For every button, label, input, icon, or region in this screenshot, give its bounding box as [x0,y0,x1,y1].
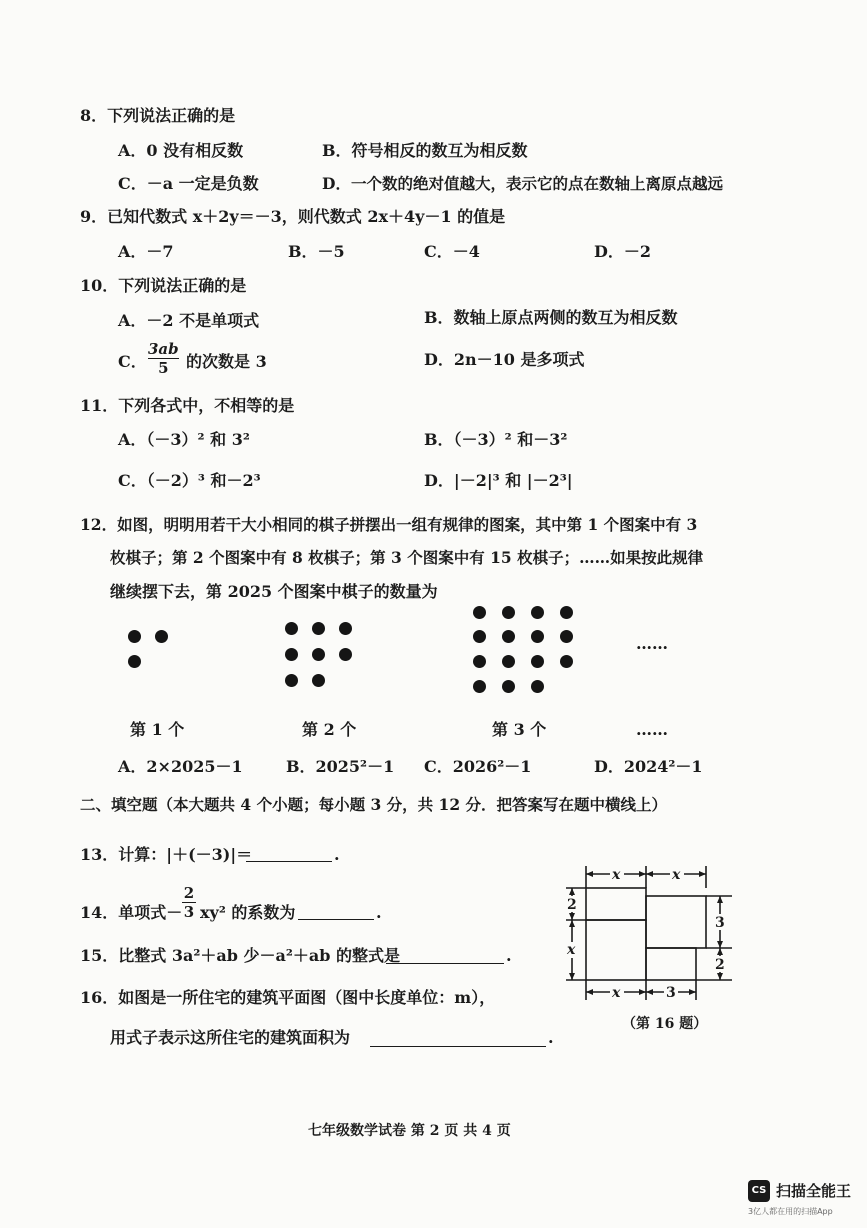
q12-option-d: D．2024²－1 [594,757,703,776]
chess-piece [312,648,325,661]
q12-pattern-ellipsis: …… [636,634,668,653]
q10-stem: 10．下列说法正确的是 [80,276,247,295]
q16-line1: 16．如图是一所住宅的建筑平面图（图中长度单位：m）， [80,988,496,1007]
chess-piece [531,630,544,643]
dim-bottom-left: x [612,985,621,1001]
dim-right-bottom: 2 [715,957,725,973]
q16-line2: 用式子表示这所住宅的建筑面积为 [110,1028,351,1047]
chess-piece [285,622,298,635]
q16-end: . [548,1028,554,1047]
q12-line3: 继续摆下去，第 2025 个图案中棋子的数量为 [110,582,438,601]
chess-piece [560,655,573,668]
q15-end: . [506,946,512,965]
q12-option-a: A．2×2025－1 [118,757,243,776]
q11-option-b: B．（－3）² 和－3² [424,430,568,449]
dim-right-top: 3 [715,915,725,931]
q8-stem: 8．下列说法正确的是 [80,106,236,125]
q16-floor-plan-figure [560,860,750,1010]
q14-answer-blank [298,918,374,920]
chess-piece [155,630,168,643]
q14-end: . [376,903,382,922]
q10-option-b: B．数轴上原点两侧的数互为相反数 [424,308,678,327]
q9-option-d: D．－2 [594,242,652,261]
dim-top-right: x [672,867,681,883]
dim-left-bottom: x [567,942,576,958]
q12-figure-label-3: 第 3 个 [492,720,547,739]
q12-figure-label-1: 第 1 个 [130,720,185,739]
q10-option-c-suffix: 的次数是 3 [186,352,267,371]
chess-piece [312,674,325,687]
chess-piece [312,622,325,635]
q12-line1: 12．如图，明明用若干大小相同的棋子拼摆出一组有规律的图案，其中第 1 个图案中有 3 [80,515,698,534]
q9-option-a: A．－7 [118,242,174,261]
camscanner-logo-icon: CS [748,1180,770,1202]
chess-piece [339,622,352,635]
chess-piece [128,630,141,643]
q11-stem: 11．下列各式中，不相等的是 [80,396,295,415]
q11-option-d: D．|－2|³ 和 |－2³| [424,471,573,490]
dim-left-top: 2 [567,897,577,913]
q11-option-c: C．（－2）³ 和－2³ [118,471,261,490]
chess-piece [502,680,515,693]
q12-option-b: B．2025²－1 [286,757,395,776]
q14-suffix: xy² 的系数为 [200,903,296,922]
chess-piece [560,606,573,619]
watermark-subtitle: 3亿人都在用的扫描App [748,1207,833,1216]
q14-prefix: 14．单项式－ [80,903,183,922]
q15-answer-blank [386,962,504,964]
q10-option-c-fraction [148,340,179,377]
q10-option-c-prefix: C． [118,352,147,371]
chess-piece [339,648,352,661]
chess-piece [531,655,544,668]
chess-piece [531,680,544,693]
q13-end: . [334,845,340,864]
q8-option-c: C．－a 一定是负数 [118,174,259,193]
dim-bottom-right: 3 [666,985,676,1001]
section-2-title: 二、填空题（本大题共 4 个小题；每小题 3 分，共 12 分．把答案写在题中横线上） [80,795,668,814]
dim-top-left: x [612,867,621,883]
q14-fraction [182,884,196,921]
q12-figure-label-2: 第 2 个 [302,720,357,739]
chess-piece [502,630,515,643]
q15-text: 15．比整式 3a²＋ab 少－a²＋ab 的整式是 [80,946,400,965]
q8-option-a: A．0 没有相反数 [118,141,244,160]
page-footer: 七年级数学试卷 第 2 页 共 4 页 [308,1123,511,1139]
chess-piece [502,655,515,668]
chess-piece [531,606,544,619]
q13-answer-blank [246,860,332,862]
q16-answer-blank [370,1045,546,1047]
q8-option-d: D．一个数的绝对值越大，表示它的点在数轴上离原点越远 [322,174,723,193]
q8-option-b: B．符号相反的数互为相反数 [322,141,528,160]
fraction-denominator: 5 [158,359,169,377]
chess-piece [285,648,298,661]
q10-option-a: A．－2 不是单项式 [118,311,260,330]
q13-text: 13．计算：|＋(－3)|＝ [80,845,253,864]
fraction-numerator: 3ab [148,340,179,358]
chess-piece [560,630,573,643]
q12-option-c: C．2026²－1 [424,757,532,776]
q11-option-a: A．（－3）² 和 3² [118,430,250,449]
chess-piece [473,606,486,619]
chess-piece [473,655,486,668]
q9-option-b: B．－5 [288,242,345,261]
q10-option-d: D．2n－10 是多项式 [424,350,585,369]
fraction-numerator: 2 [183,884,195,902]
q12-figure-label-4: …… [636,720,668,739]
chess-piece [285,674,298,687]
fraction-denominator: 3 [183,903,195,921]
q9-stem: 9．已知代数式 x＋2y＝－3，则代数式 2x＋4y－1 的值是 [80,207,506,226]
watermark-name: 扫描全能王 [776,1182,852,1200]
q12-line2: 枚棋子；第 2 个图案中有 8 枚棋子；第 3 个图案中有 15 枚棋子；……如果按此规律 [110,548,704,567]
q9-option-c: C．－4 [424,242,480,261]
q16-figure-caption: （第 16 题） [622,1016,708,1032]
chess-piece [473,630,486,643]
chess-piece [473,680,486,693]
chess-piece [502,606,515,619]
chess-piece [128,655,141,668]
